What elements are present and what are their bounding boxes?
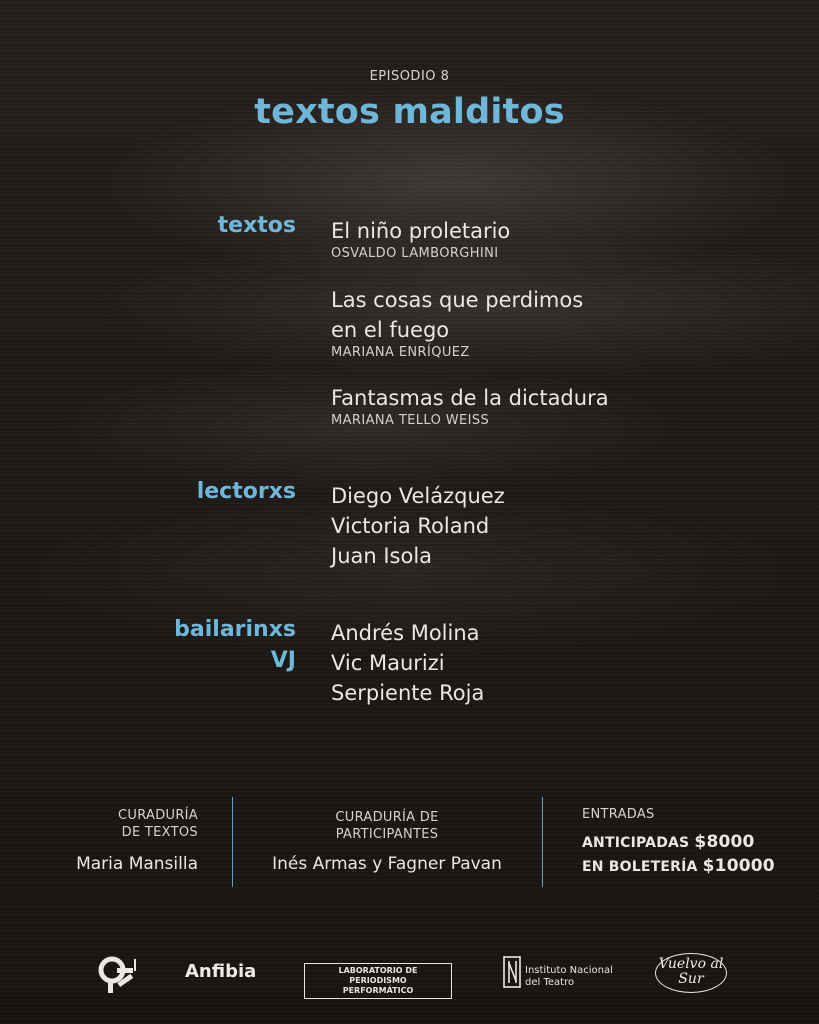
laboratorio-line1: LABORATORIO DE PERIODISMO — [338, 966, 418, 985]
text-title: El niño proletario — [331, 219, 511, 243]
curaduria-textos — [40, 807, 198, 874]
text-title: Fantasmas de la dictadura — [331, 386, 609, 410]
instituto-logo-text — [525, 965, 613, 989]
reader-name: Diego Velázquez — [331, 484, 505, 508]
curaduria-participantes-label: CURADURÍA DE — [335, 810, 439, 825]
price-anticipadas-value: $8000 — [694, 832, 755, 852]
entradas-title: ENTRADAS — [582, 807, 655, 822]
vuelvo-line2: Sur — [678, 971, 704, 987]
text-title-cont: en el fuego — [331, 318, 450, 342]
curaduria-textos-name: Maria Mansilla — [76, 854, 198, 874]
text-author: MARIANA TELLO WEISS — [331, 413, 490, 428]
laboratorio-logo — [304, 963, 452, 999]
price-boleteria-value: $10000 — [702, 856, 775, 876]
salon-logo-icon — [98, 953, 144, 995]
lectorxs-list — [331, 481, 505, 571]
text-item-3 — [331, 383, 609, 428]
curaduria-participantes — [242, 809, 532, 874]
instituto-line1: Instituto Nacional — [525, 965, 613, 976]
curaduria-textos-label-2: DE TEXTOS — [121, 825, 198, 840]
text-author: MARIANA ENRÍQUEZ — [331, 345, 470, 360]
performer-name: Andrés Molina — [331, 621, 480, 645]
section-label-bailarinxs: bailarinxs — [174, 617, 296, 642]
divider — [542, 797, 543, 887]
text-item-2 — [331, 285, 583, 360]
bailarinxs-list — [331, 618, 484, 708]
reader-name: Victoria Roland — [331, 514, 490, 538]
price-anticipadas — [582, 832, 782, 852]
divider — [232, 797, 233, 887]
page-title: textos malditos — [254, 92, 565, 132]
instituto-line2: del Teatro — [525, 977, 575, 988]
performer-name: Vic Maurizi — [331, 651, 445, 675]
price-boleteria — [582, 856, 782, 876]
entradas — [582, 806, 782, 876]
text-author: OSVALDO LAMBORGHINI — [331, 246, 499, 261]
vuelvo-line1: Vuelvo al — [658, 956, 724, 972]
anfibia-logo: Anfibia — [185, 961, 257, 982]
instituto-logo-icon — [503, 956, 521, 988]
episode-label: EPISODIO 8 — [369, 69, 450, 84]
text-title: Las cosas que perdimos — [331, 288, 584, 312]
text-item-1 — [331, 216, 510, 261]
section-label-textos: textos — [217, 213, 296, 238]
section-label-vj: VJ — [270, 648, 296, 673]
price-boleteria-label: EN BOLETERÍA — [582, 859, 698, 875]
curaduria-textos-label: CURADURÍA — [118, 808, 198, 823]
curaduria-participantes-label-2: PARTICIPANTES — [335, 827, 439, 842]
vuelvo-al-sur-logo — [655, 953, 727, 993]
price-anticipadas-label: ANTICIPADAS — [582, 835, 690, 851]
performer-name: Serpiente Roja — [331, 681, 485, 705]
reader-name: Juan Isola — [331, 544, 433, 568]
laboratorio-line2: PERFORMÁTICO — [342, 986, 414, 995]
section-label-lectorxs: lectorxs — [196, 479, 296, 504]
curaduria-participantes-name: Inés Armas y Fagner Pavan — [272, 854, 502, 874]
